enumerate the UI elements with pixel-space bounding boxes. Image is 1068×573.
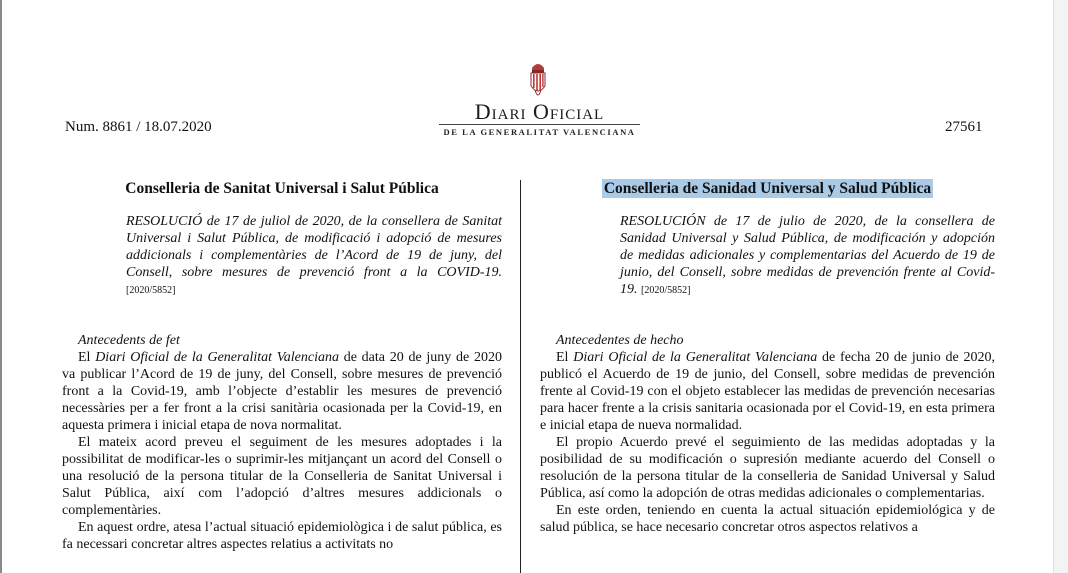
page-number: 27561 [945, 119, 983, 135]
masthead [427, 60, 652, 140]
resolution-text: RESOLUCIÓ de 17 de juliol de 2020, de la consellera de Sanitat Universal i Salut Pública, de modificació i adopció de mesures addicionals i complementàries de l’Acord de 19 de juny, del Consell, sobre mesures de prevenció front a la COVID-19. [126, 214, 502, 280]
paragraph-3: En aquest ordre, atesa l’actual situació epidemiològica i de salut pública, es fa necessari concretar altres aspectes relatius a activitats no [62, 520, 502, 552]
paragraph-2: El mateix acord preveu el seguiment de les mesures adoptades i la possibilitat de modificar-les o suprimir-les mitjançant un acord del Consell o una resolució de la persona titular de la Conselleria de Sanitat Universal i Salut Pública, així com l’adopció d’altres mesures addicionals o complementàries. [62, 435, 502, 518]
reference-code: [2020/5852] [641, 285, 691, 296]
column-divider [520, 180, 521, 573]
resolution-heading [126, 213, 502, 299]
journal-name: Diari Oficial de la Generalitat Valenciana [95, 350, 339, 365]
reference-code: [2020/5852] [126, 285, 176, 296]
document-page [2, 0, 1052, 573]
vertical-scrollbar[interactable] [1053, 0, 1068, 573]
department-title: Conselleria de Sanitat Universal i Salut Pública [125, 180, 439, 197]
generalitat-seal-icon [527, 60, 549, 100]
masthead-title: Diari Oficial [474, 99, 605, 124]
text-highlight[interactable]: Conselleria de Sanidad Universal y Salud Pública [603, 180, 932, 197]
masthead-subtitle: DE LA GENERALITAT VALENCIANA [443, 127, 636, 137]
section-heading: Antecedentes de hecho [556, 333, 684, 348]
paragraph-1: El Diari Oficial de la Generalitat Valenciana de fecha 20 de junio de 2020, publicó el Acuerdo de 19 de junio, del Consell, sobre medidas de prevención frente al Covid-19 con el objeto establecer las medidas de prevención necesarias para hacer frente a la crisis sanitaria ocasionada por el Covid-19, en esta primera e inicial etapa de nueva normalidad. [540, 350, 995, 433]
left-column-valencian [62, 178, 502, 553]
paragraph-2: El propio Acuerdo prevé el seguimiento de las medidas adoptadas y la posibilidad de su modificación o supresión mediante acuerdo del Consell o resolución de la persona titular de la conselleria de Sanidad Universal y Salud Pública, así como la adopción de otras medidas adicionales o complementarias. [540, 435, 995, 501]
section-heading: Antecedents de fet [78, 333, 180, 348]
issue-number: Num. 8861 / 18.07.2020 [65, 119, 212, 135]
paragraph-3: En este orden, teniendo en cuenta la actual situación epidemiológica y de salud pública, se hace necesario concretar otros aspectos relativos a [540, 503, 995, 535]
right-column-spanish [540, 178, 995, 536]
paragraph-1: El Diari Oficial de la Generalitat Valenciana de data 20 de juny de 2020 va publicar l’Acord de 19 de juny, del Consell, sobre mesures de prevenció front a la Covid-19, amb l’objecte d’establir les mesures de prevenció necessàries per a fer front a la crisi sanitària ocasionada per la Covid-19, en aquesta primera i inicial etapa de nova normalitat. [62, 350, 502, 433]
masthead-rule [439, 124, 640, 125]
department-title-highlighted [540, 178, 995, 200]
journal-name: Diari Oficial de la Generalitat Valenciana [573, 350, 818, 365]
resolution-text: RESOLUCIÓN de 17 de julio de 2020, de la consellera de Sanidad Universal y Salud Pública, de modificación y adopción de medidas adicionales y complementarias del Acuerdo de 19 de junio, del Consell, sobre medidas de prevención frente al Covid-19. [620, 214, 995, 297]
resolution-heading [620, 213, 995, 299]
